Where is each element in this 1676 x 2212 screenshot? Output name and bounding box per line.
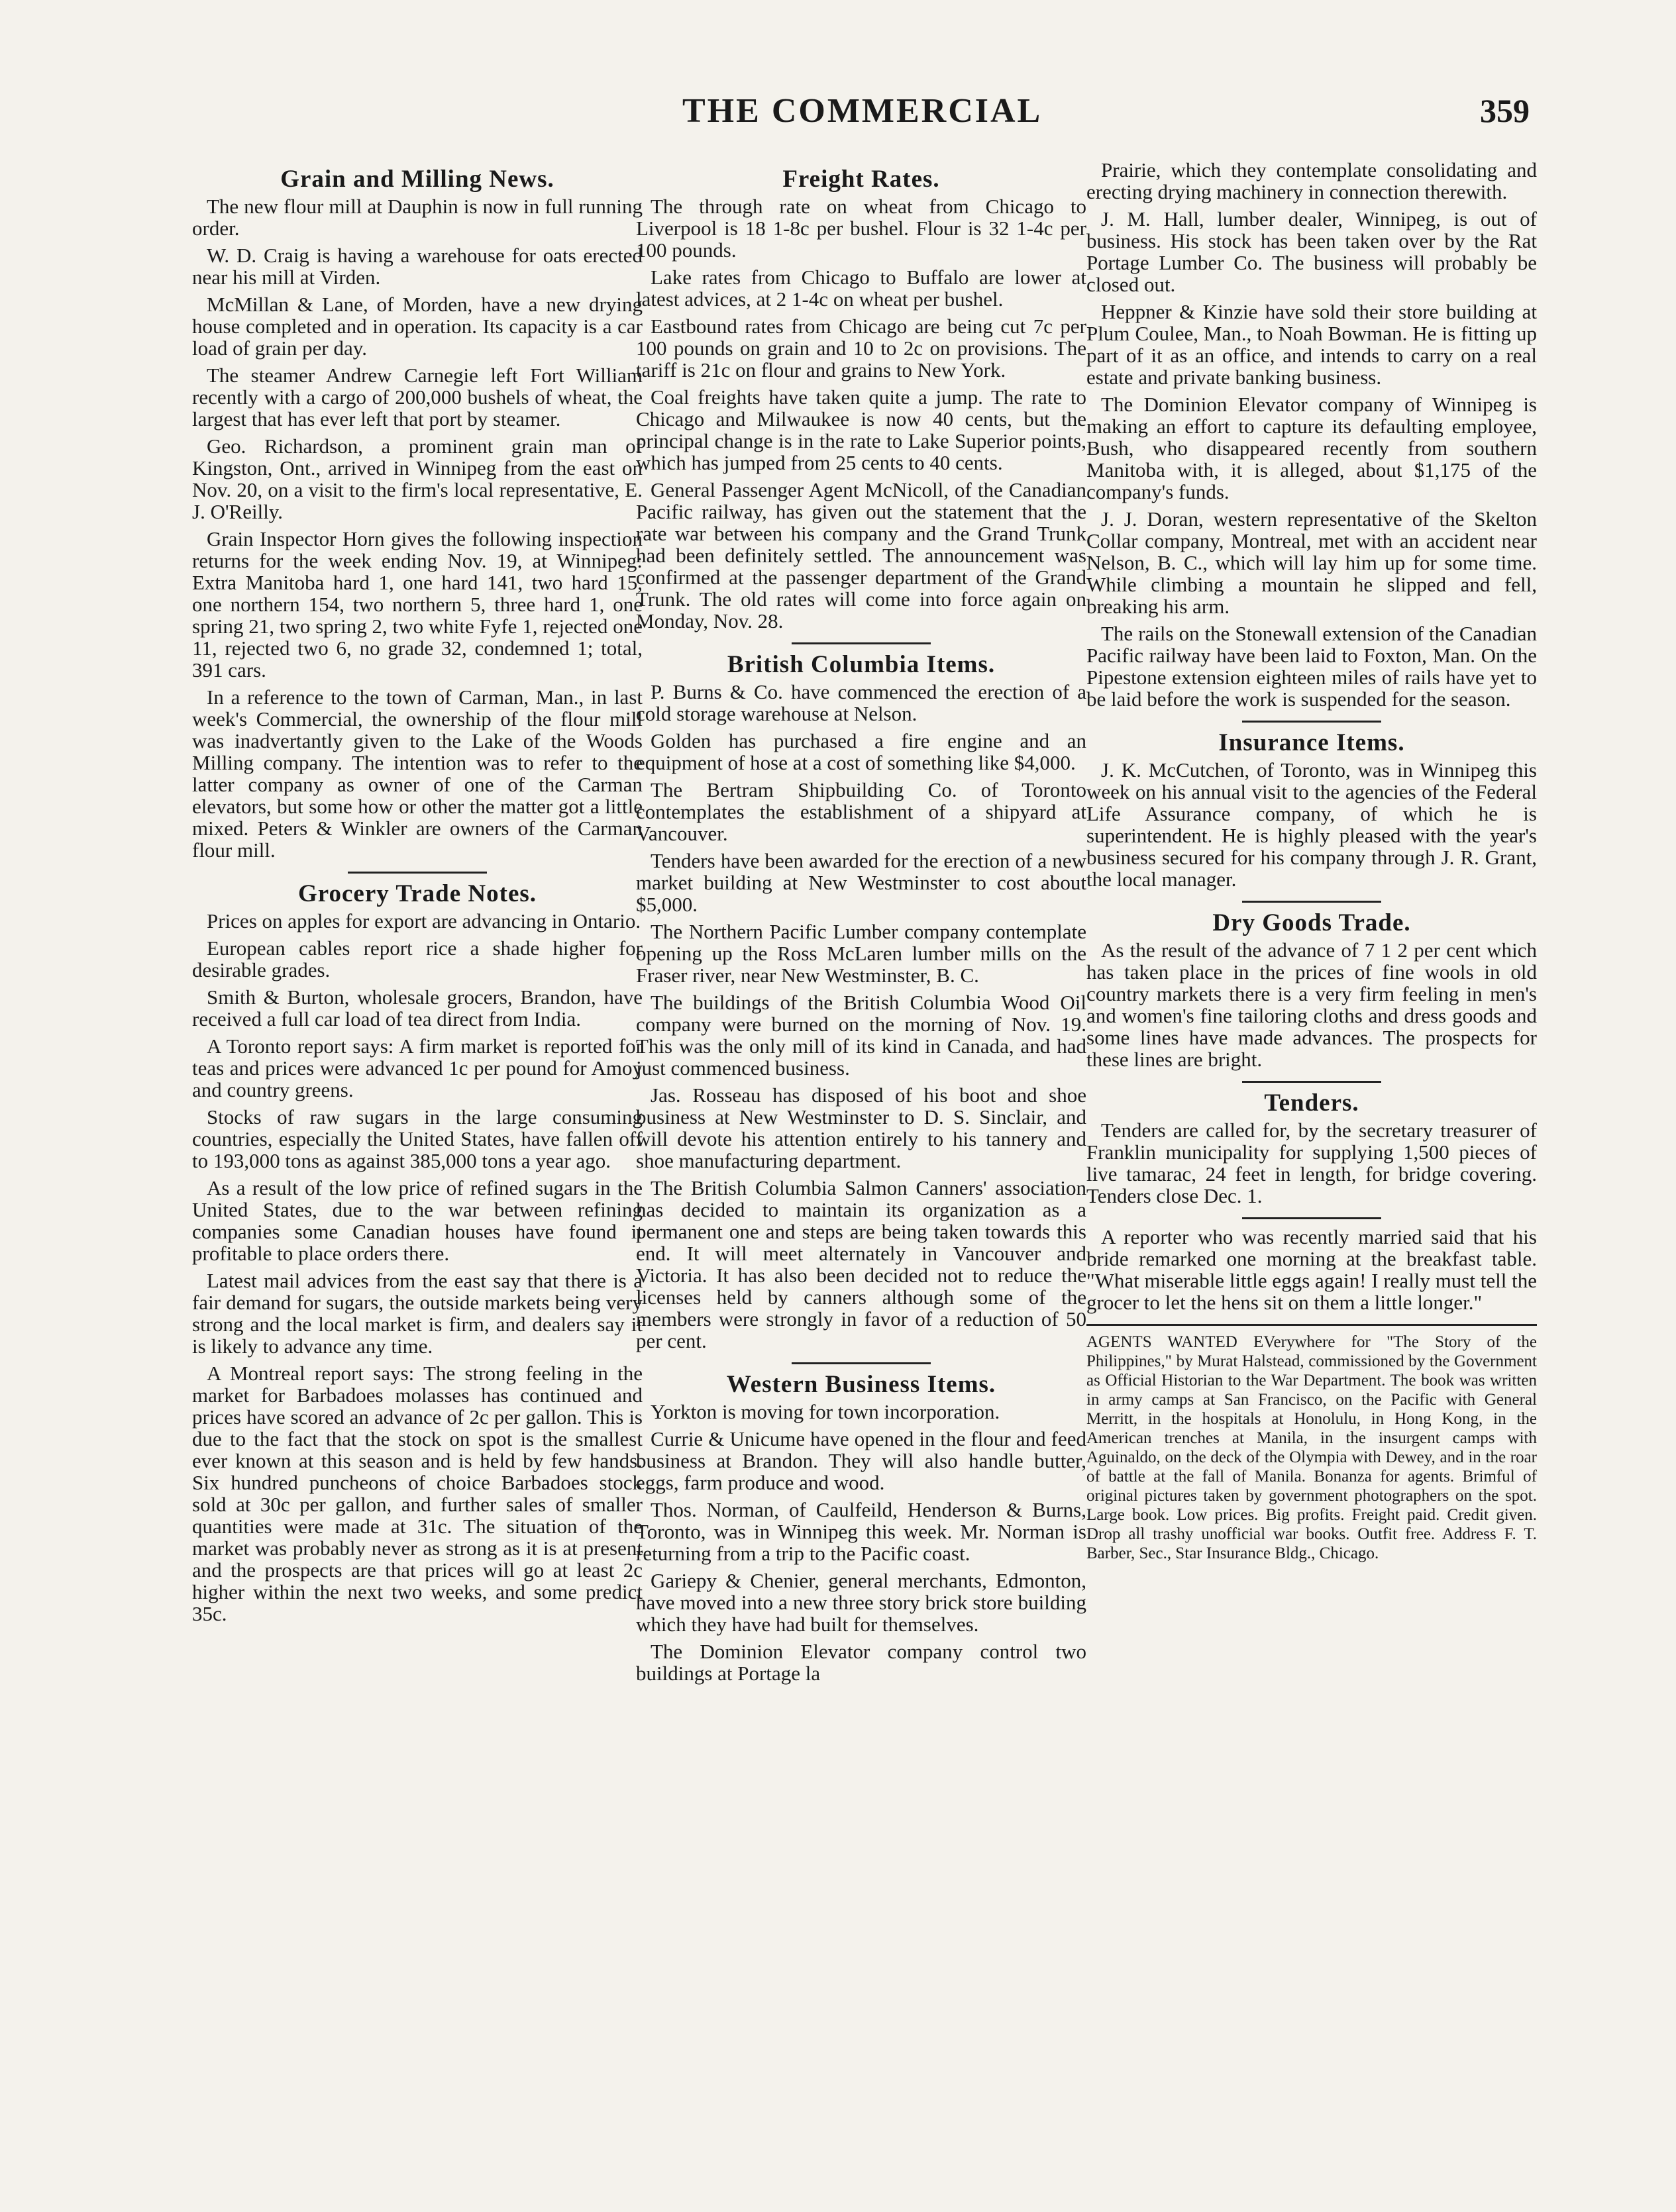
article-paragraph: Yorkton is moving for town incorporation. <box>651 1400 1000 1423</box>
article-paragraph: Tenders have been awarded for the erection of a new market building at New Westminster to cost about $5,000. <box>636 849 1086 916</box>
column-3 <box>1086 159 1537 1563</box>
section-divider <box>1242 901 1381 903</box>
article-paragraph: P. Burns & Co. have commenced the erection of a cold storage warehouse at Nelson. <box>636 680 1086 725</box>
article-paragraph: Latest mail advices from the east say that there is a fair demand for sugars, the outside markets being very strong and the local market is firm, and dealers say it is likely to advance any time. <box>192 1269 643 1358</box>
section-divider <box>348 872 487 874</box>
article-paragraph: Currie & Unicume have opened in the flour and feed business at Brandon. They will also handle butter, eggs, farm produce and wood. <box>636 1427 1086 1494</box>
article-paragraph: The new flour mill at Dauphin is now in full running order. <box>192 195 643 240</box>
article-paragraph: McMillan & Lane, of Morden, have a new drying house completed and in operation. Its capacity is a car load of grain per day. <box>192 293 643 360</box>
section-heading: Freight Rates. <box>782 166 940 193</box>
section-heading: Insurance Items. <box>1218 729 1405 756</box>
article-paragraph: W. D. Craig is having a warehouse for oats erected near his mill at Virden. <box>192 244 643 289</box>
section-heading: Tenders. <box>1264 1089 1359 1117</box>
article-paragraph: The through rate on wheat from Chicago to Liverpool is 18 1-8c per bushel. Flour is 32 1-4c per 100 pounds. <box>636 195 1086 262</box>
section-heading: Dry Goods Trade. <box>1212 909 1411 936</box>
section-divider <box>1242 721 1381 723</box>
article-paragraph: As a result of the low price of refined sugars in the United States, due to the war between refining companies some Canadian houses have found it profitable to place orders there. <box>192 1176 643 1265</box>
article-paragraph: The buildings of the British Columbia Wood Oil company were burned on the morning of Nov. 19. This was the only mill of its kind in Canada, and had just commenced business. <box>636 991 1086 1080</box>
section-divider <box>792 642 931 644</box>
section-heading: Grain and Milling News. <box>280 166 554 193</box>
article-paragraph: The rails on the Stonewall extension of the Canadian Pacific railway have been laid to Foxton, Man. On the Pipestone extension eighteen miles of rails have yet to be laid before the work is suspended for the season. <box>1086 622 1537 711</box>
article-paragraph: Thos. Norman, of Caulfeild, Henderson & Burns, Toronto, was in Winnipeg this week. Mr. Norman is returning from a trip to the Pacific coast. <box>636 1498 1086 1565</box>
column-1 <box>192 159 643 1630</box>
article-paragraph: The Northern Pacific Lumber company contemplate opening up the Ross McLaren lumber mills on the Fraser river, near New Westminster, B. C. <box>636 920 1086 987</box>
article-paragraph: The Bertram Shipbuilding Co. of Toronto contemplates the establishment of a shipyard at Vancouver. <box>636 778 1086 845</box>
article-paragraph: European cables report rice a shade higher for desirable grades. <box>192 936 643 981</box>
article-paragraph: J. K. McCutchen, of Toronto, was in Winnipeg this week on his annual visit to the agencies of the Federal Life Assurance company, of which he is superintendent. He is highly pleased with the year's business secured for his company through J. R. Grant, the local manager. <box>1086 758 1537 891</box>
section-divider <box>792 1362 931 1364</box>
article-paragraph: Tenders are called for, by the secretary treasurer of Franklin municipality for supplying 1,500 pieces of live tamarac, 24 feet in length, for bridge covering. Tenders close Dec. 1. <box>1086 1119 1537 1207</box>
classified-ad: AGENTS WANTED EVerywhere for "The Story of the Philippines," by Murat Halstead, commissioned by the Government as Official Historian to the War Department. The book was written in army camps at San Francisco, on the Pacific with General Merritt, in the hospitals at Honolulu, in Hong Kong, in the American trenches at Manila, in the insurgent camps with Aguinaldo, on the deck of the Olympia with Dewey, and in the roar of battle at the fall of Manila. Bonanza for agents. Brimful of original pictures taken by government photographers on the spot. Large book. Low prices. Big profits. Freight paid. Credit given. Drop all trashy unofficial war books. Outfit free. Address F. T. Barber, Sec., Star Insurance Bldg., Chicago. <box>1086 1324 1537 1563</box>
section-heading: Western Business Items. <box>726 1371 996 1398</box>
article-paragraph: J. M. Hall, lumber dealer, Winnipeg, is out of business. His stock has been taken over by the Rat Portage Lumber Co. The business will probably be closed out. <box>1086 207 1537 296</box>
article-paragraph: Geo. Richardson, a prominent grain man of Kingston, Ont., arrived in Winnipeg from the east on Nov. 20, on a visit to the firm's local representative, E. J. O'Reilly. <box>192 434 643 523</box>
article-paragraph: A reporter who was recently married said that his bride remarked one morning at the breakfast table. "What miserable little eggs again! I really must tell the grocer to let the hens sit on them a little longer." <box>1086 1225 1537 1314</box>
article-paragraph: Golden has purchased a fire engine and an equipment of hose at a cost of something like $4,000. <box>636 729 1086 774</box>
article-paragraph: As the result of the advance of 7 1 2 per cent which has taken place in the prices of fine wools in old country markets there is a very firm feeling in men's and women's fine tailoring cloths and dress goods and some lines have made advances. The prospects for these lines are bright. <box>1086 938 1537 1071</box>
article-paragraph: Smith & Burton, wholesale grocers, Brandon, have received a full car load of tea direct from India. <box>192 985 643 1031</box>
article-paragraph: A Montreal report says: The strong feeling in the market for Barbadoes molasses has continued and prices have scored an advance of 2c per gallon. This is due to the fact that the stock on spot is the smallest ever known at this season and is held by few hands. Six hundred puncheons of choice Barbadoes stock sold at 30c per gallon, and further sales of smaller quantities were made at 31c. The situation of the market was probably never as strong as it is at present and the prospects are that prices will go at least 2c higher within the next two weeks, and some predict 35c. <box>192 1362 643 1625</box>
page-number: 359 <box>1480 92 1530 129</box>
article-paragraph: The Dominion Elevator company control two buildings at Portage la <box>636 1640 1086 1685</box>
article-paragraph: In a reference to the town of Carman, Man., in last week's Commercial, the ownership of the flour mill was inadvertantly given to the Lake of the Woods Milling company. The intention was to refer to the latter company as owner of one of the Carman elevators, but some how or other the matter got a little mixed. Peters & Winkler are owners of the Carman flour mill. <box>192 685 643 862</box>
article-paragraph: The Dominion Elevator company of Winnipeg is making an effort to capture its defaulting employee, Bush, who disappeared recently from southern Manitoba with, it is alleged, about $1,175 of the company's funds. <box>1086 393 1537 503</box>
article-paragraph: Eastbound rates from Chicago are being cut 7c per 100 pounds on grain and 10 to 2c on provisions. The tariff is 21c on flour and grains to New York. <box>636 315 1086 381</box>
article-paragraph: The British Columbia Salmon Canners' association has decided to maintain its organization as a permanent one and steps are being taken towards this end. It will meet alternately in Vancouver and Victoria. It has also been decided not to reduce the licenses held by canners although some of the members were strongly in favor of a reduction of 50 per cent. <box>636 1176 1086 1352</box>
article-paragraph: Heppner & Kinzie have sold their store building at Plum Coulee, Man., to Noah Bowman. He is fitting up part of it as an office, and intends to carry on a real estate and private banking business. <box>1086 300 1537 389</box>
article-paragraph: Prices on apples for export are advancing in Ontario. <box>207 909 641 932</box>
column-2 <box>636 159 1086 1689</box>
article-paragraph: The steamer Andrew Carnegie left Fort William recently with a cargo of 200,000 bushels of wheat, the largest that has ever left that port by steamer. <box>192 364 643 430</box>
section-heading: British Columbia Items. <box>727 651 996 678</box>
article-paragraph: Prairie, which they contemplate consolidating and erecting drying machinery in connection therewith. <box>1086 158 1537 203</box>
article-paragraph: A Toronto report says: A firm market is reported for teas and prices were advanced 1c per pound for Amoy and country greens. <box>192 1034 643 1101</box>
page-header <box>0 91 1676 144</box>
publication-title: THE COMMERCIAL <box>682 92 1043 130</box>
article-paragraph: General Passenger Agent McNicoll, of the Canadian Pacific railway, has given out the statement that the rate war between his company and the Grand Trunk had been definitely settled. The announcement was confirmed at the passenger department of the Grand Trunk. The old rates will come into force again on Monday, Nov. 28. <box>636 478 1086 632</box>
section-heading: Grocery Trade Notes. <box>297 880 537 907</box>
section-divider <box>1242 1217 1381 1219</box>
article-paragraph: Gariepy & Chenier, general merchants, Edmonton, have moved into a new three story brick store building which they have had built for themselves. <box>636 1569 1086 1636</box>
section-divider <box>1242 1081 1381 1083</box>
article-paragraph: Coal freights have taken quite a jump. The rate to Chicago and Milwaukee is now 40 cents, but the principal change is in the rate to Lake Superior points, which has jumped from 25 cents to 40 cents. <box>636 385 1086 474</box>
article-paragraph: Grain Inspector Horn gives the following inspection returns for the week ending Nov. 19, at Winnipeg: Extra Manitoba hard 1, one hard 141, two hard 15, one northern 154, two northern 5, three hard 1, one spring 21, two spring 2, two white Fyfe 1, rejected one 11, rejected two 6, no grade 32, condemned 1; total, 391 cars. <box>192 527 643 681</box>
article-paragraph: Stocks of raw sugars in the large consuming countries, especially the United States, have fallen off to 193,000 tons as against 385,000 tons a year ago. <box>192 1105 643 1172</box>
article-paragraph: Jas. Rosseau has disposed of his boot and shoe business at New Westminster to D. S. Sinclair, and will devote his attention entirely to his tannery and shoe manufacturing department. <box>636 1083 1086 1172</box>
article-paragraph: J. J. Doran, western representative of the Skelton Collar company, Montreal, met with an accident near Nelson, B. C., which will lay him up for some time. While climbing a mountain he slipped and fell, breaking his arm. <box>1086 507 1537 618</box>
article-paragraph: Lake rates from Chicago to Buffalo are lower at latest advices, at 2 1-4c on wheat per bushel. <box>636 266 1086 311</box>
